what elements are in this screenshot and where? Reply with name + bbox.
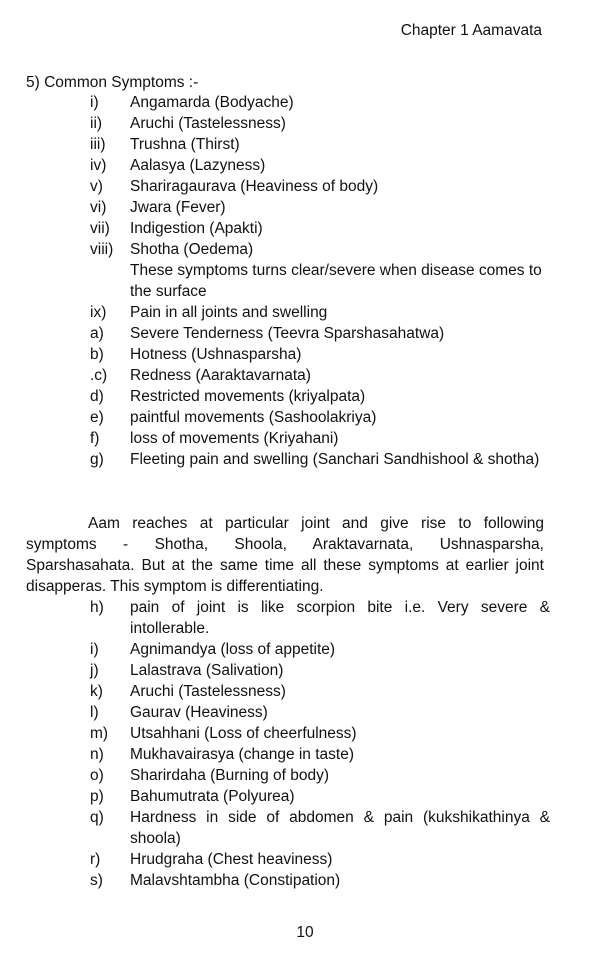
- list-marker: iii): [90, 136, 106, 153]
- list-marker: r): [90, 851, 101, 868]
- list-item: [90, 134, 550, 155]
- list-text: Trushna (Thirst): [130, 136, 240, 153]
- list-text: Indigestion (Apakti): [130, 220, 263, 237]
- list-marker: n): [90, 746, 104, 763]
- list-text: Angamarda (Bodyache): [130, 94, 294, 111]
- list-item: [90, 765, 550, 786]
- list-item: [90, 113, 550, 134]
- list-item: [90, 807, 550, 849]
- list-text: pain of joint is like scorpion bite i.e. Very severe & intollerable.: [130, 599, 550, 637]
- list-item: [90, 849, 550, 870]
- list-item: [90, 639, 550, 660]
- list-item: [90, 155, 550, 176]
- list-text: Shariragaurava (Heaviness of body): [130, 178, 379, 195]
- list-text: Aalasya (Lazyness): [130, 157, 266, 174]
- list-item: [90, 702, 550, 723]
- list-text: Lalastrava (Salivation): [130, 662, 284, 679]
- list-item: [90, 302, 550, 323]
- list-marker: f): [90, 430, 100, 447]
- list-item: [90, 239, 550, 260]
- list-marker: i): [90, 94, 99, 111]
- list-text: loss of movements (Kriyahani): [130, 430, 339, 447]
- list-text: Aruchi (Tastelessness): [130, 115, 286, 132]
- list-item: [90, 344, 550, 365]
- list-marker: vi): [90, 199, 107, 216]
- list-item: [90, 176, 550, 197]
- list-text: Aruchi (Tastelessness): [130, 683, 286, 700]
- page-number: 10: [296, 924, 314, 941]
- list-item: [90, 870, 550, 891]
- list-marker: iv): [90, 157, 107, 174]
- list-text: Malavshtambha (Constipation): [130, 872, 341, 889]
- list-marker: e): [90, 409, 104, 426]
- list-marker: i): [90, 641, 99, 658]
- severity-note: These symptoms turns clear/severe when disease comes to the surface: [130, 262, 542, 300]
- list-marker: a): [90, 325, 104, 342]
- list-item: [90, 744, 550, 765]
- list-text: Jwara (Fever): [130, 199, 226, 216]
- chapter-header: Chapter 1 Aamavata: [400, 22, 542, 39]
- section-title: 5) Common Symptoms :-: [26, 74, 199, 91]
- list-marker: ix): [90, 304, 107, 321]
- list-marker: v): [90, 178, 103, 195]
- symptom-list-continued: [90, 597, 550, 891]
- list-item: [90, 660, 550, 681]
- list-text: Bahumutrata (Polyurea): [130, 788, 295, 805]
- list-text: Hrudgraha (Chest heaviness): [130, 851, 333, 868]
- list-text: Severe Tenderness (Teevra Sparshasahatwa): [130, 325, 445, 342]
- list-marker: vii): [90, 220, 110, 237]
- list-text: Mukhavairasya (change in taste): [130, 746, 355, 763]
- list-item: [90, 597, 550, 639]
- list-marker: ii): [90, 115, 103, 132]
- list-text: Hotness (Ushnasparsha): [130, 346, 302, 363]
- symptom-list: [90, 92, 550, 470]
- list-item: [90, 365, 550, 386]
- list-marker: .c): [90, 367, 108, 384]
- list-text: Agnimandya (loss of appetite): [130, 641, 336, 658]
- list-marker: h): [90, 599, 104, 616]
- list-marker: d): [90, 388, 104, 405]
- list-marker: q): [90, 809, 104, 826]
- list-item: [90, 323, 550, 344]
- list-marker: g): [90, 451, 104, 468]
- list-item: [90, 92, 550, 113]
- list-item: [90, 197, 550, 218]
- list-item: [90, 218, 550, 239]
- list-item: [90, 681, 550, 702]
- list-text: Fleeting pain and swelling (Sanchari Sandhishool & shotha): [130, 451, 540, 468]
- list-marker: b): [90, 346, 104, 363]
- list-text: Hardness in side of abdomen & pain (kukshikathinya & shoola): [130, 809, 550, 847]
- list-marker: m): [90, 725, 109, 742]
- list-item: [90, 786, 550, 807]
- list-item: [90, 723, 550, 744]
- list-text: Restricted movements (kriyalpata): [130, 388, 366, 405]
- list-text: paintful movements (Sashoolakriya): [130, 409, 377, 426]
- list-marker: s): [90, 872, 103, 889]
- list-marker: l): [90, 704, 99, 721]
- list-marker: k): [90, 683, 103, 700]
- list-text: Pain in all joints and swelling: [130, 304, 328, 321]
- list-item: [90, 449, 550, 470]
- list-item: [90, 428, 550, 449]
- list-item: [90, 386, 550, 407]
- list-text: Shotha (Oedema): [130, 241, 254, 258]
- list-text: Utsahhani (Loss of cheerfulness): [130, 725, 357, 742]
- list-marker: p): [90, 788, 104, 805]
- list-marker: j): [90, 662, 99, 679]
- body-paragraph: Aam reaches at particular joint and give rise to following symptoms - Shotha, Shoola, Araktavarnata, Ushnasparsha, Sparshasahata. But at the same time all these symptoms at earlier joint disapperas. This symptom is differentiating.: [26, 515, 544, 595]
- list-text: Gaurav (Heaviness): [130, 704, 268, 721]
- list-text: Sharirdaha (Burning of body): [130, 767, 330, 784]
- list-marker: viii): [90, 241, 114, 258]
- list-text: Redness (Aaraktavarnata): [130, 367, 311, 384]
- list-marker: o): [90, 767, 104, 784]
- list-item: [90, 407, 550, 428]
